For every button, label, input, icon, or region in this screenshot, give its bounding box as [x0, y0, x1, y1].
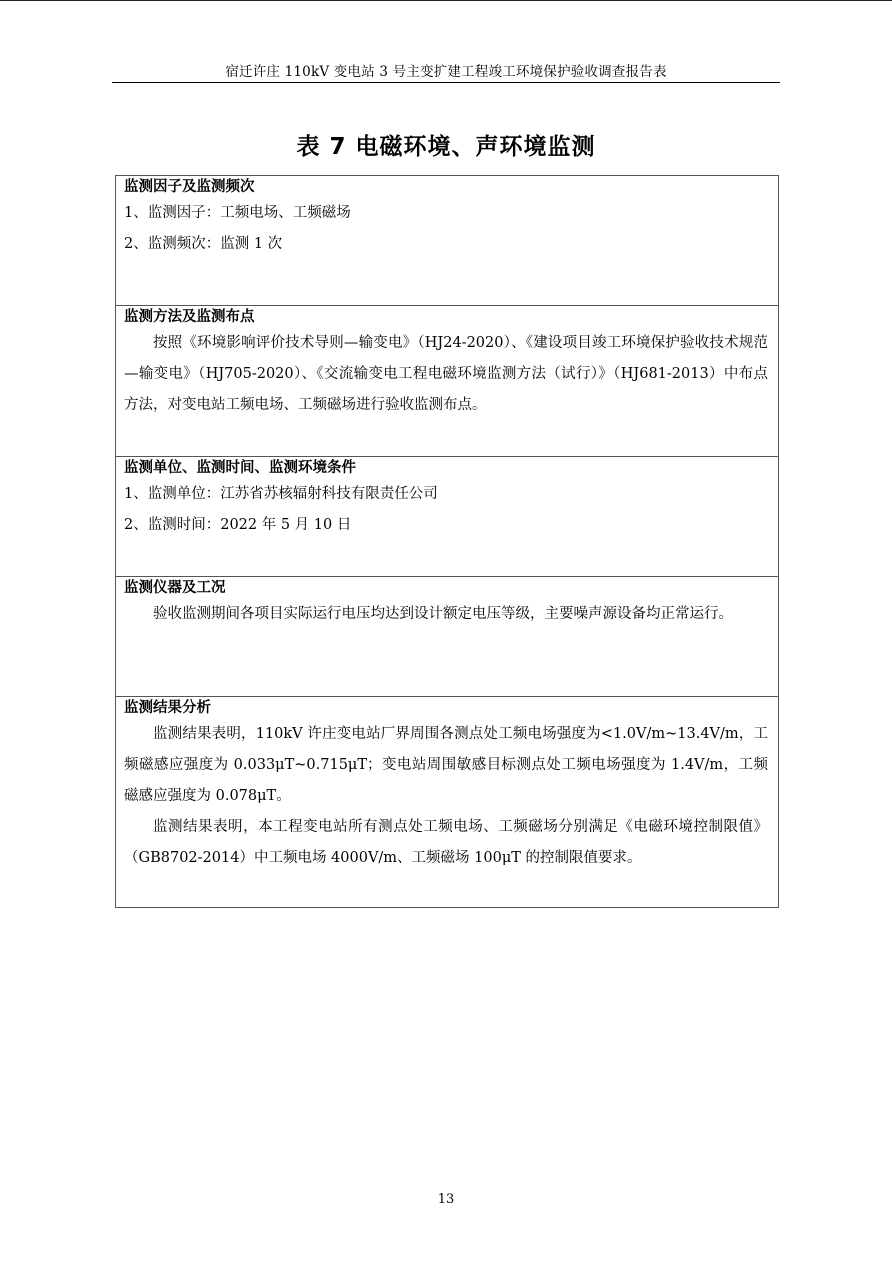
document-title: 表 7 电磁环境、声环境监测 — [296, 134, 596, 160]
section-monitoring-factors — [116, 176, 778, 305]
section-title: 监测因子及监测频次 — [124, 179, 255, 195]
section-line: 1、监测因子：工频电场、工频磁场 — [124, 205, 351, 221]
page-top-border — [0, 0, 892, 1]
section-title: 监测仪器及工况 — [124, 580, 226, 596]
section-results-analysis — [116, 696, 778, 907]
section-monitoring-method — [116, 305, 778, 456]
section-title: 监测结果分析 — [124, 700, 211, 716]
section-paragraph: 验收监测期间各项目实际运行电压均达到设计额定电压等级，主要噪声源设备均正常运行。 — [153, 606, 733, 622]
running-header: 宿迁许庄 110kV 变电站 3 号主变扩建工程竣工环境保护验收调查报告表 — [225, 64, 667, 80]
header-rule — [112, 82, 780, 83]
section-instruments-conditions — [116, 576, 778, 696]
section-line: 2、监测时间：2022 年 5 月 10 日 — [124, 517, 352, 533]
section-paragraph: 监测结果表明，110kV 许庄变电站厂界周围各测点处工频电场强度为<1.0V/m~13.4V/m，工频磁感应强度为 0.033μT~0.715μT；变电站周围敏感目标测点处工频电场强度为 1.4V/m，工频磁感应强度为 0.078μT。 — [124, 726, 768, 804]
section-title: 监测方法及监测布点 — [124, 309, 255, 325]
section-line: 2、监测频次：监测 1 次 — [124, 236, 283, 252]
section-monitoring-unit — [116, 456, 778, 576]
page-number: 13 — [437, 1192, 455, 1207]
section-title: 监测单位、监测时间、监测环境条件 — [124, 460, 356, 476]
section-line: 1、监测单位：江苏省苏核辐射科技有限责任公司 — [124, 486, 438, 502]
report-table — [115, 175, 779, 908]
section-paragraph: 监测结果表明，本工程变电站所有测点处工频电场、工频磁场分别满足《电磁环境控制限值》（GB8702-2014）中工频电场 4000V/m、工频磁场 100μT 的控制限值要求。 — [124, 819, 768, 866]
section-paragraph: 按照《环境影响评价技术导则—输变电》（HJ24-2020）、《建设项目竣工环境保护验收技术规范—输变电》（HJ705-2020）、《交流输变电工程电磁环境监测方法（试行）》（HJ681-2013）中布点方法，对变电站工频电场、工频磁场进行验收监测布点。 — [124, 335, 768, 413]
